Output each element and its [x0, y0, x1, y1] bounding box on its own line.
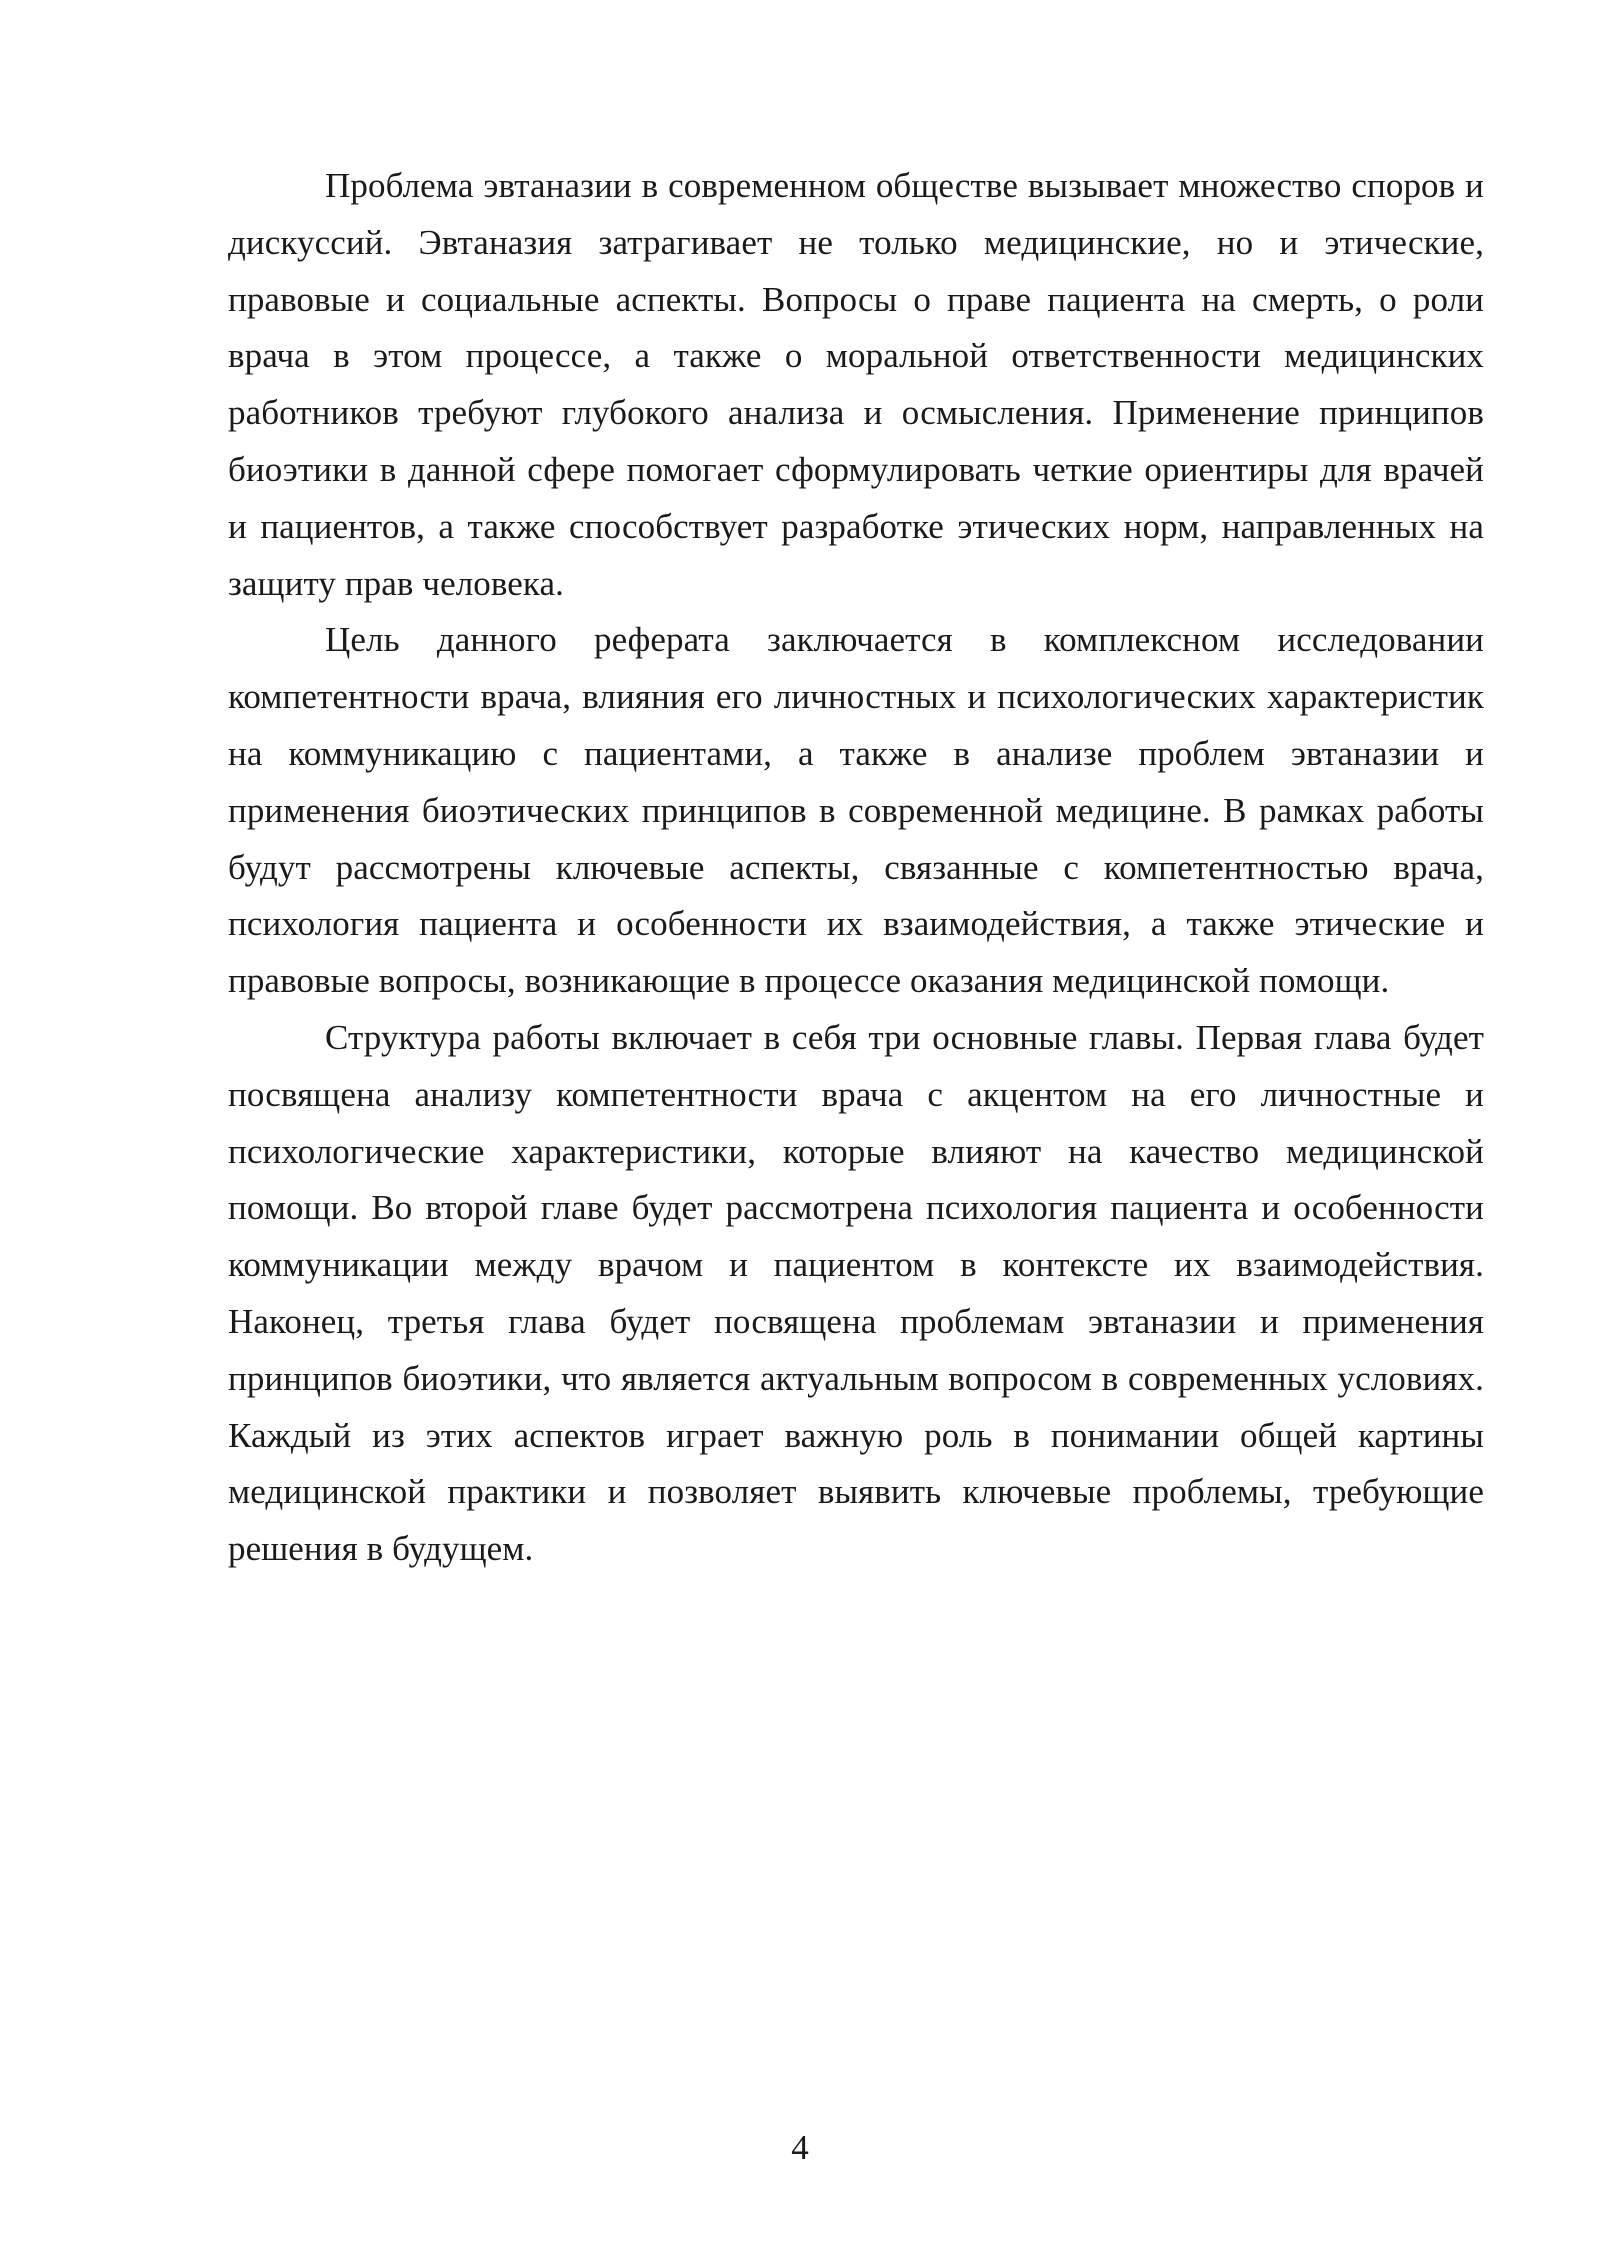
page-number: 4: [791, 2128, 809, 2167]
paragraph-goal: Цель данного реферата заключается в комплексном исследовании компетентности врача, влияния его личностных и психологических характеристик на коммуникацию с пациентами, а также в анализе проблем эвтаназии и применения биоэтических принципов в современной медицине. В рамках работы будут рассмотрены ключевые аспекты, связанные с компетентностью врача, психология пациента и особенности их взаимодействия, а также этические и правовые вопросы, возникающие в процессе оказания медицинской помощи.: [228, 620, 1484, 1001]
paragraph-problem-euthanasia: Проблема эвтаназии в современном обществе вызывает множество споров и дискуссий. Эвтаназия затрагивает не только медицинские, но и этические, правовые и социальные аспекты. Вопросы о праве пациента на смерть, о роли врача в этом процессе, а также о моральной ответственности медицинских работников требуют глубокого анализа и осмысления. Применение принципов биоэтики в данной сфере помогает сформулировать четкие ориентиры для врачей и пациентов, а также способствует разработке этических норм, направленных на защиту прав человека.: [228, 166, 1484, 603]
body-text: [228, 158, 1484, 1578]
paragraph-structure: Структура работы включает в себя три основные главы. Первая глава будет посвящена анализу компетентности врача с акцентом на его личностные и психологические характеристики, которые влияют на качество медицинской помощи. Во второй главе будет рассмотрена психология пациента и особенности коммуникации между врачом и пациентом в контексте их взаимодействия. Наконец, третья глава будет посвящена проблемам эвтаназии и применения принципов биоэтики, что является актуальным вопросом в современных условиях. Каждый из этих аспектов играет важную роль в понимании общей картины медицинской практики и позволяет выявить ключевые проблемы, требующие решения в будущем.: [228, 1017, 1484, 1569]
